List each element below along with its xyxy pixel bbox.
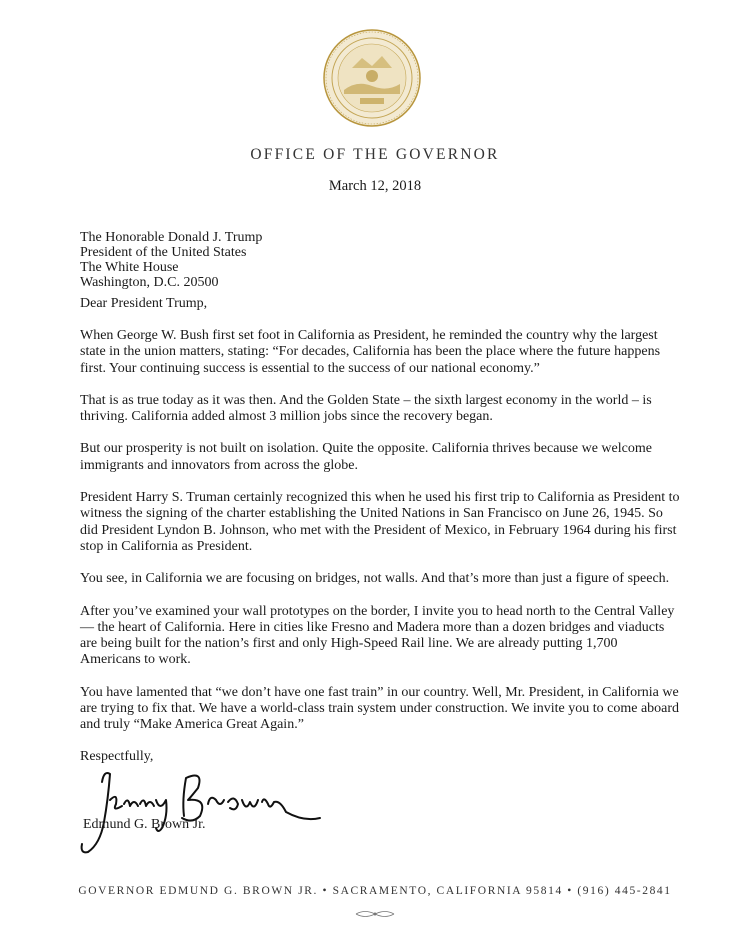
handwritten-signature xyxy=(74,760,324,860)
body-paragraph: That is as true today as it was then. And the Golden State – the sixth largest economy in the world – is thriving. California added almost 3 million jobs since the recovery began. xyxy=(80,392,652,425)
body-paragraph: But our prosperity is not built on isolation. Quite the opposite. California thrives because we welcome immigrants and innovators from across the globe. xyxy=(80,441,652,473)
letter-body xyxy=(80,328,680,750)
recipient-address xyxy=(80,230,262,290)
california-state-seal-icon xyxy=(322,28,422,128)
body-paragraph: After you’ve examined your wall prototypes on the border, I invite you to head north to the Central Valley — the heart of California. Here in cities like Fresno and Madera more than a dozen bridges and viaducts are being built for the nation’s first and only High-Speed Rail line. We are already putting 1,700 Americans to work. xyxy=(80,603,675,668)
salutation: Dear President Trump, xyxy=(80,296,208,311)
recipient-line: The Honorable Donald J. Trump xyxy=(80,230,263,245)
office-title: OFFICE OF THE GOVERNOR xyxy=(250,146,500,163)
body-paragraph: President Harry S. Truman certainly recognized this when he used his first trip to California as President to witness the signing of the charter establishing the United Nations in San Francisco on June 26, 1945. So did President Lyndon B. Johnson, who met with the President of Mexico, in February 1964 during his first stop in California as President. xyxy=(80,490,680,554)
body-paragraph: You see, in California we are focusing on bridges, not walls. And that’s more than just a figure of speech. xyxy=(80,571,670,587)
recipient-line: President of the United States xyxy=(80,245,247,260)
recipient-line: Washington, D.C. 20500 xyxy=(80,275,219,290)
footer-address: GOVERNOR EDMUND G. BROWN JR. • SACRAMENTO, CALIFORNIA 95814 • (916) 445-2841 xyxy=(78,885,672,897)
ornament-icon xyxy=(354,909,396,919)
signer-name: Edmund G. Brown Jr. xyxy=(83,817,206,832)
body-paragraph: When George W. Bush first set foot in California as President, he reminded the country why the largest state in the union matters, stating: “For decades, California has been the place where the future happens first. Your continuing success is essential to the success of our national economy.” xyxy=(80,328,661,376)
body-paragraph: You have lamented that “we don’t have one fast train” in our country. Well, Mr. President, in California we are trying to fix that. We have a world-class train system under construction. We invite you to come aboard and truly “Make America Great Again.” xyxy=(80,684,680,733)
closing: Respectfully, xyxy=(80,749,154,764)
letter-date: March 12, 2018 xyxy=(328,178,422,194)
recipient-line: The White House xyxy=(80,260,179,275)
